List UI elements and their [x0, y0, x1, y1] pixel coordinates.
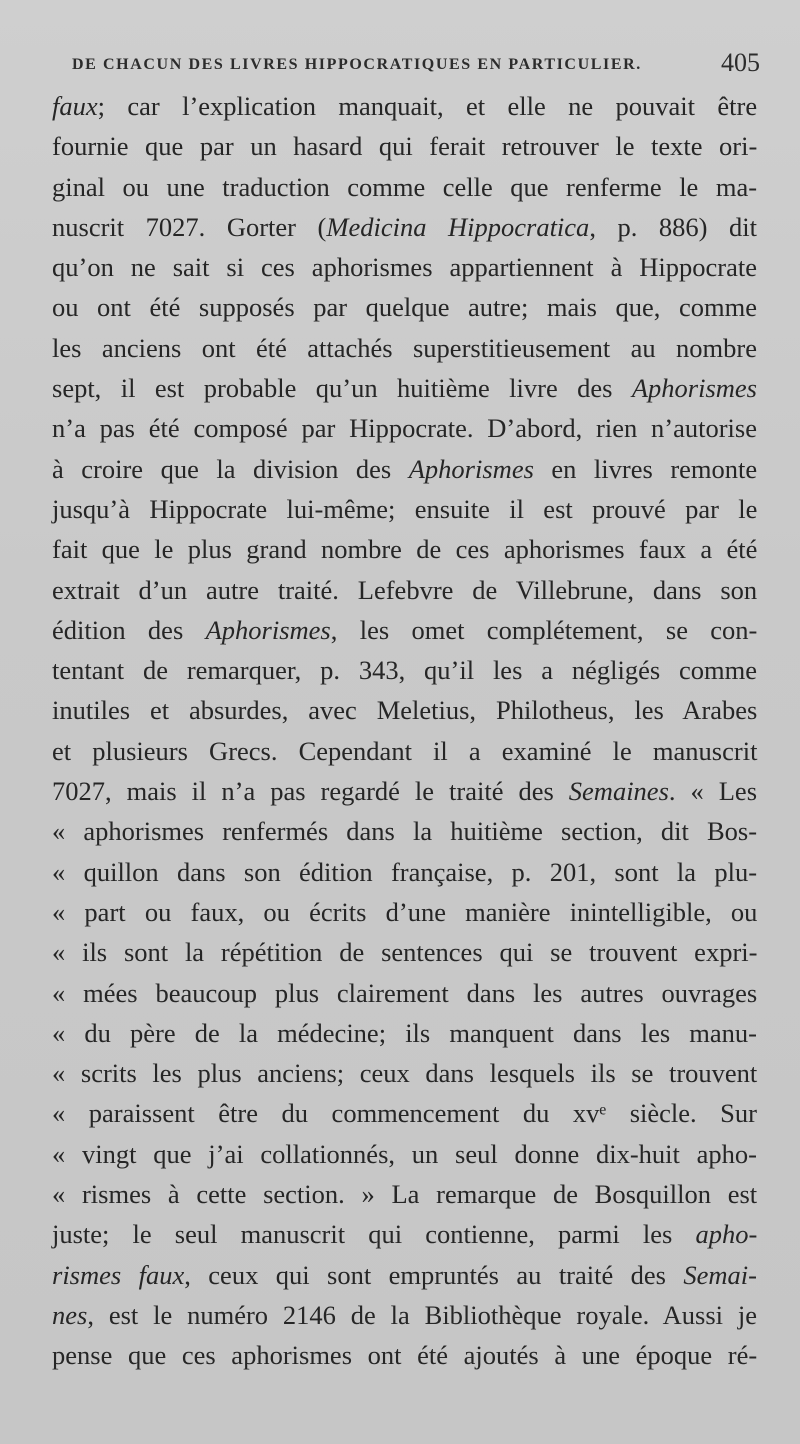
text-line: [52, 408, 757, 448]
italic-text: Aphorismes: [631, 373, 757, 404]
text-line: [52, 690, 757, 730]
text-line: [52, 932, 757, 972]
italic-text: faux: [52, 91, 98, 121]
text-segment: « ils sont la répétition de sentences qui se trouvent expri-: [52, 937, 758, 968]
text-line: [52, 731, 757, 771]
text-segment: , ceux qui sont empruntés au traité des: [184, 1259, 684, 1290]
text-segment: extrait d’un autre traité. Lefebvre de Villebrune, dans son: [52, 574, 758, 605]
text-segment: « quillon dans son édition française, p. 201, sont la plu-: [52, 856, 758, 887]
page-number: 405: [721, 48, 760, 77]
text-segment: édition des: [52, 614, 206, 645]
text-line: [52, 529, 757, 569]
text-segment: , est le numéro 2146 de la Bibliothèque royale. Aussi je: [87, 1299, 757, 1330]
italic-text: Semaines: [568, 776, 669, 807]
text-line: [52, 167, 757, 207]
text-segment: , les omet complétement, se con-: [330, 614, 758, 645]
text-segment: « scrits les plus anciens; ceux dans lesquels ils se trouvent: [52, 1058, 758, 1089]
text-line: [52, 1053, 757, 1093]
running-head: DE CHACUN DES LIVRES HIPPOCRATIQUES EN PARTICULIER.: [72, 56, 642, 73]
text-line: [52, 771, 757, 811]
text-line: [52, 126, 757, 166]
text-segment: , p. 886) dit: [589, 211, 757, 242]
italic-text: rismes faux: [52, 1259, 185, 1290]
text-segment: à croire que la division des: [52, 453, 409, 484]
italic-text: Aphorismes: [408, 453, 534, 484]
text-line: [52, 247, 757, 287]
text-line: [52, 610, 757, 650]
text-segment: juste; le seul manuscrit qui contienne, parmi les: [52, 1219, 696, 1250]
text-segment: pense que ces aphorismes ont été ajoutés à une époque ré-: [52, 1340, 758, 1371]
italic-text: nes: [52, 1299, 88, 1330]
text-line: [52, 1134, 757, 1174]
text-segment: « rismes à cette section. » La remarque de Bosquillon est: [52, 1179, 758, 1210]
text-segment: et plusieurs Grecs. Cependant il a examiné le manuscrit: [52, 735, 758, 766]
text-line: [52, 1295, 757, 1335]
italic-text: apho-: [695, 1219, 758, 1250]
text-segment: nuscrit 7027. Gorter (: [52, 211, 327, 242]
text-segment: « aphorismes renfermés dans la huitième section, dit Bos-: [52, 816, 758, 847]
text-segment: sept, il est probable qu’un huitième livre des: [52, 373, 632, 404]
text-segment: tentant de remarquer, p. 343, qu’il les a négligés comme: [52, 655, 757, 686]
italic-text: Semai-: [683, 1259, 757, 1290]
text-segment: ou ont été supposés par quelque autre; mais que, comme: [52, 292, 757, 323]
text-line: [52, 1255, 757, 1295]
text-line: [52, 570, 757, 610]
text-segment: n’a pas été composé par Hippocrate. D’abord, rien n’autorise: [52, 413, 757, 444]
text-line: [52, 1093, 757, 1133]
text-segment: « paraissent être du commencement du xvᵉ siècle. Sur: [52, 1098, 757, 1129]
text-line: [52, 1214, 757, 1254]
text-line: [52, 86, 757, 126]
text-segment: les anciens ont été attachés superstitieusement au nombre: [52, 332, 757, 363]
text-line: [52, 811, 757, 851]
text-segment: 7027, mais il n’a pas regardé le traité des: [52, 776, 569, 807]
text-segment: inutiles et absurdes, avec Meletius, Philotheus, les Arabes: [52, 695, 758, 726]
text-segment: « part ou faux, ou écrits d’une manière inintelligible, ou: [52, 896, 758, 927]
page-header: [52, 48, 760, 80]
text-line: [52, 973, 757, 1013]
text-segment: fait que le plus grand nombre de ces aphorismes faux a été: [52, 534, 758, 565]
text-segment: « du père de la médecine; ils manquent dans les manu-: [52, 1017, 757, 1048]
text-segment: ginal ou une traduction comme celle que renferme le ma-: [52, 171, 758, 202]
text-segment: jusqu’à Hippocrate lui-même; ensuite il est prouvé par le: [52, 493, 758, 524]
text-line: [52, 207, 757, 247]
text-segment: qu’on ne sait si ces aphorismes appartiennent à Hippocrate: [52, 252, 757, 283]
text-line: [52, 328, 757, 368]
text-line: [52, 489, 757, 529]
text-line: [52, 852, 757, 892]
text-segment: fournie que par un hasard qui ferait retrouver le texte ori-: [52, 131, 758, 162]
italic-text: Aphorismes: [205, 614, 331, 645]
text-line: [52, 287, 757, 327]
text-line: [52, 650, 757, 690]
text-segment: . « Les: [668, 776, 758, 807]
text-segment: en livres remonte: [533, 453, 758, 484]
body-text: [52, 86, 757, 1376]
text-line: [52, 892, 757, 932]
text-line: [52, 1335, 757, 1375]
text-segment: « mées beaucoup plus clairement dans les autres ouvrages: [52, 977, 758, 1008]
text-line: [52, 1013, 757, 1053]
text-line: [52, 449, 757, 489]
italic-text: Medicina Hippocratica: [326, 211, 590, 242]
text-line: [52, 1174, 757, 1214]
text-segment: ; car l’explication manquait, et elle ne pouvait être: [97, 91, 758, 121]
text-segment: « vingt que j’ai collationnés, un seul donne dix-huit apho-: [52, 1138, 757, 1169]
text-line: [52, 368, 757, 408]
